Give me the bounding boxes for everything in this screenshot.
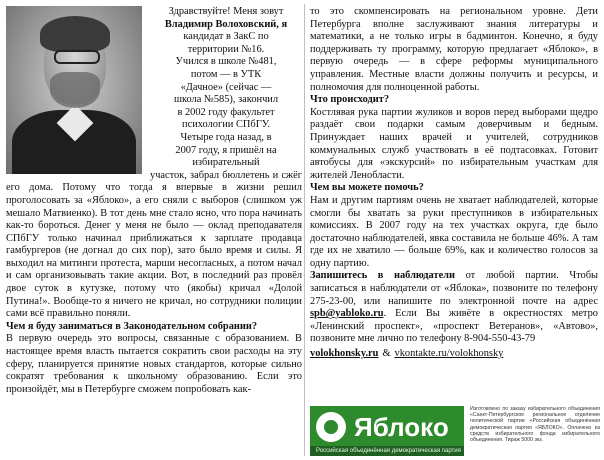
party-name-strip: Российская объединённая демократическая партия (310, 446, 464, 456)
vk-link[interactable]: vkontakte.ru/volokhonsky (394, 348, 504, 360)
observer-text: от любой партии. Чтобы записаться в наблюдатели от «Яблока», позвоните по телефону 275-23-00, или напишите по электронной почте на адрес (310, 270, 598, 307)
question-legislature: Чем я буду заниматься в Законодательном собрании? (6, 320, 258, 332)
answer-what-happens: Костлявая рука партии жуликов и воров перед выборами щедро раздаёт свои подарки самым доверчивым и бедным. Принуждает наших врачей и учителей, сотрудников коммунальных служб участвовать в её подтасовках. Готовит автобусы для «экскурсий» по избирательным участкам для жителей Ленобласти. (310, 106, 598, 181)
intro-line: психологии СПбГУ. (182, 119, 270, 131)
observer-text-2: . Если Вы живёте в окрестностях метро «Ленинский проспект», «проспект Ветеранов», «Автово», позвоните мне лично по телефону 8-904-550-43-79 (310, 308, 598, 345)
yabloko-logo (310, 406, 464, 456)
logo-text: Яблоко (354, 412, 449, 442)
photo-beard (50, 72, 100, 108)
column-divider (304, 4, 305, 456)
education-continued: то это скомпенсировать на региональном уровне. Дети Петербурга вполне заслуживают знания литературы и математики, а не только игры в бадминтон. Конечно, я буду поддерживать ту программу, которую предлагает «Яблоко», в первую очередь — в сфере реформы муниципального управления. Местные власти должны получить и ресурсы, и полномочия для полноценной работы. (310, 6, 598, 93)
right-column (310, 6, 598, 361)
footer (310, 406, 600, 456)
photo-glasses (54, 50, 100, 64)
question-what-happens: Что происходит? (310, 94, 390, 106)
intro-line: школа №585), закончил (173, 94, 279, 106)
website-links (310, 348, 598, 361)
imprint-text: Изготовлено по заказу избирательного объединения «Санкт-Петербургское региональное отделение политической партии «Российская объединённая демократическая партия «ЯБЛОКО». Оплачено из средств избирательного фонда избирательного объединения. Тираж 5000 экз. (470, 406, 600, 444)
intro-line: Четыре года назад, в (180, 131, 272, 143)
intro-line: Учился в школе №481, (175, 56, 277, 68)
biography-text: участок, забрал бюллетень и сжёг его дома. Потому что тогда я впервые в жизни решил проголосовать за «Яблоко», а его сняли с выборов (слишком уж мешало Матвиенко). В тот день мне стало ясно, что пора начинать как-то бороться. Денег у меня не было — оклад преподавателя СПбГУ только начинал приближаться к зарплате продавца гамбургеров (не догнал до сих пор), зато было время и силы. Я выходил на митинги протеста, марши несогласных, а потом начал и сам организовывать такие акции. Вот, в последний раз провёл двое суток в кутузке, потому что (якобы) кричал «Долой Путина!». Вообще-то я ничего не кричал, но сотрудники полиции сами всё правильно поняли. (6, 169, 302, 320)
intro-line: в 2002 году факультет (177, 106, 275, 118)
photo-hair (40, 16, 110, 52)
intro-line: избирательный (192, 157, 260, 169)
intro-line: потом — в УТК (190, 68, 262, 80)
email-link[interactable]: spb@yabloko.ru (310, 308, 384, 320)
answer-how-help: Нам и другим партиям очень не хватает наблюдателей, которые смогли бы хватать за руки преступников в избирательных комиссиях. В 2007 году на тех участках округа, где было достаточно наблюдателей, явка составила не больше 46%. А там где их не хватило — больше 69%, как и количество голосов за одну партию. (310, 194, 598, 269)
left-column (6, 6, 302, 396)
link-separator: & (382, 348, 391, 360)
intro-line: «Дачное» (сейчас — (180, 81, 272, 93)
intro-line: Здравствуйте! Меня зовут (168, 6, 284, 17)
site-link[interactable]: volokhonsky.ru (310, 348, 379, 360)
observer-paragraph (310, 270, 598, 346)
answer-education: В первую очередь это вопросы, связанные с образованием. В настоящее время власть пытается сократить свои расходы на эту сферу, планируется принятие новых стандартов, которые сильно сократят требования к школьному образованию. Если это произойдёт, мы в Петербурге сможем попробовать как- (6, 333, 302, 395)
question-how-help: Чем вы можете помочь? (310, 182, 424, 194)
observer-callout: Запишитесь в наблюдатели (310, 270, 455, 282)
intro-line: территории №16. (187, 43, 265, 55)
intro-line: кандидат в ЗакС по (183, 31, 269, 43)
apple-logo-icon (316, 412, 346, 442)
intro-line: 2007 году, я пришёл на (175, 144, 277, 156)
intro-line: Владимир Волоховский, я (164, 18, 288, 30)
candidate-photo (6, 6, 142, 174)
